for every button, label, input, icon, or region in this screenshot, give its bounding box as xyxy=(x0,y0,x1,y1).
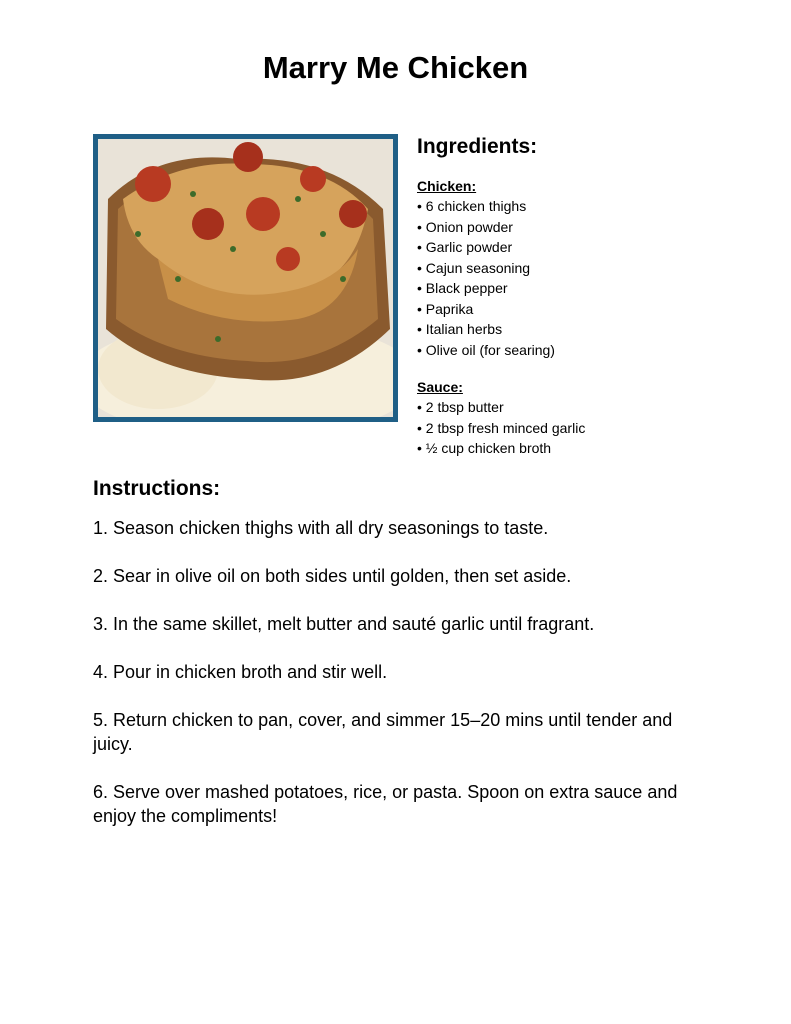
ingredient-item: • Onion powder xyxy=(417,217,777,238)
ingredients-sauce-section xyxy=(417,378,777,459)
instruction-step: 2. Sear in olive oil on both sides until golden, then set aside. xyxy=(93,566,572,586)
ingredient-item: • 2 tbsp butter xyxy=(417,397,777,418)
recipe-photo xyxy=(93,134,398,422)
ingredients-chicken-section xyxy=(417,177,777,360)
ingredient-item: • Cajun seasoning xyxy=(417,258,777,279)
ingredient-item: • Garlic powder xyxy=(417,237,777,258)
ingredient-item: • Italian herbs xyxy=(417,319,777,340)
instruction-step: 4. Pour in chicken broth and stir well. xyxy=(93,662,388,682)
chicken-dish-image xyxy=(98,139,393,417)
ingredient-list xyxy=(417,397,777,459)
ingredient-item: • 2 tbsp fresh minced garlic xyxy=(417,418,777,439)
ingredients-heading: Ingredients: xyxy=(417,135,538,158)
ingredient-list xyxy=(417,196,777,360)
ingredient-item: • Paprika xyxy=(417,299,777,320)
instructions-heading: Instructions: xyxy=(93,477,221,500)
instruction-steps xyxy=(93,516,693,852)
instruction-step: 3. In the same skillet, melt butter and sauté garlic until fragrant. xyxy=(93,614,595,634)
instruction-step: 6. Serve over mashed potatoes, rice, or pasta. Spoon on extra sauce and enjoy the compliments! xyxy=(93,782,678,826)
ingredients-section-title: Chicken: xyxy=(417,178,477,194)
page-title: Marry Me Chicken xyxy=(262,50,529,85)
ingredient-item: • 6 chicken thighs xyxy=(417,196,777,217)
ingredient-item: • Black pepper xyxy=(417,278,777,299)
ingredients-section-title: Sauce: xyxy=(417,379,463,395)
instruction-step: 1. Season chicken thighs with all dry seasonings to taste. xyxy=(93,518,549,538)
ingredients-panel xyxy=(417,134,777,459)
ingredient-item: • ½ cup chicken broth xyxy=(417,438,777,459)
ingredient-item: • Olive oil (for searing) xyxy=(417,340,777,361)
instruction-step: 5. Return chicken to pan, cover, and simmer 15–20 mins until tender and juicy. xyxy=(93,710,673,754)
